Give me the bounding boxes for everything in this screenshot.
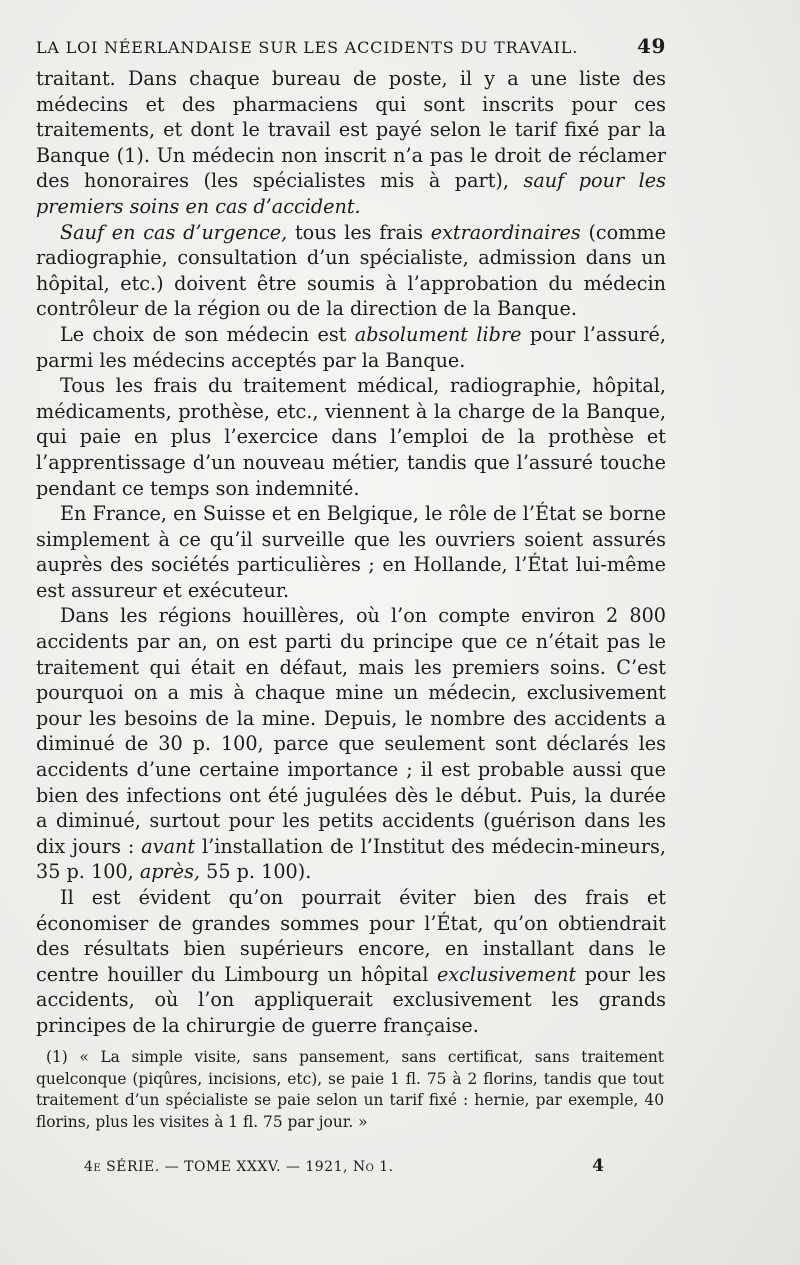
- paragraph: [36, 322, 666, 373]
- text-run: traitant. Dans chaque bureau de poste, il y a une liste des médecins et des pharmaciens qui sont inscrits pour ces traitements, et dont le travail est payé selon le tarif fixé par la Banque (1). Un médecin non inscrit n’a pas le droit de réclamer des honoraires (les spécialistes mis à part),: [36, 67, 666, 193]
- text-run: (comme radiographie, consultation d’un spécialiste, admission dans un hôpital, etc.) doivent être soumis à l’approbation du médecin contrôleur de la région ou de la direction de la Banque.: [36, 220, 666, 321]
- italic-run: sauf pour les premiers soins en cas d’accident.: [36, 169, 666, 218]
- text-run: Le choix de son médecin est: [60, 322, 355, 346]
- body-text: [36, 66, 666, 1039]
- paragraph: [36, 66, 666, 220]
- paragraph: [36, 220, 666, 322]
- text-run: 55 p. 100).: [200, 860, 312, 884]
- signature-line: [84, 1156, 604, 1176]
- text-run: pour l’assuré, parmi les médecins acceptés par la Banque.: [36, 322, 666, 372]
- italic-run: absolument libre: [354, 322, 522, 346]
- running-title: LA LOI NÉERLANDAISE SUR LES ACCIDENTS DU TRAVAIL.: [36, 38, 579, 57]
- italic-run: après,: [139, 860, 201, 884]
- text-run: tous les frais: [287, 220, 431, 244]
- paragraph: En France, en Suisse et en Belgique, le rôle de l’État se borne simplement à ce qu’il surveille que les ouvriers soient assurés auprès des sociétés particulières ; en Hollande, l’État lui-même est assureur et exécuteur.: [36, 502, 666, 602]
- text-run: Il est évident qu’on pourrait éviter bien des frais et économiser de grandes sommes pour l’État, qu’on obtiendrait des résultats bien supérieurs encore, en installant dans le centre houiller du Limbourg un hôpital: [36, 886, 666, 986]
- paragraph: [36, 885, 666, 1039]
- italic-run: exclusivement: [436, 962, 577, 986]
- text-run: Dans les régions houillères, où l’on compte environ 2 800 accidents par an, on est parti du principe que ce n’était pas le traitement qui était en défaut, mais les premiers soins. C’est pourquoi on a mis à chaque mine un médecin, exclusivement pour les besoins de la mine. Depuis, le nombre des accidents a diminué de 30 p. 100, parce que seulement sont déclarés les accidents d’une certaine importance ; il est probable aussi que bien des infections ont été jugulées dès le début. Puis, la durée a diminué, surtout pour les petits accidents (guérison dans les dix jours :: [36, 604, 666, 858]
- italic-run: extraordinaires: [430, 220, 581, 244]
- footnote-text: (1) « La simple visite, sans pansement, sans certificat, sans traitement quelconque (piqûres, incisions, etc), se paie 1 fl. 75 à 2 florins, tandis que tout traitement d’un spécialiste se paie selon un tarif fixé : hernie, par exemple, 40 florins, plus les visites à 1 fl. 75 par jour. »: [36, 1048, 664, 1131]
- footnote: [36, 1047, 664, 1133]
- text-run: pour les accidents, où l’on appliquerait exclusivement les grands principes de la chirurgie de guerre française.: [36, 962, 666, 1037]
- series-volume: 4e SÉRIE. — TOME XXXV. — 1921, No 1.: [84, 1159, 394, 1175]
- signature-number: 4: [592, 1156, 604, 1176]
- page-number: 49: [636, 34, 666, 58]
- italic-run: avant: [141, 834, 196, 858]
- running-header: [36, 34, 666, 58]
- text-run: l’installation de l’Institut des médecin-mineurs, 35 p. 100,: [36, 834, 666, 884]
- paragraph: [36, 603, 666, 885]
- paragraph: Tous les frais du traitement médical, radiographie, hôpital, médicaments, prothèse, etc., viennent à la charge de la Banque, qui paie en plus l’exercice dans l’emploi de la prothèse et l’apprentissage d’un nouveau métier, tandis que l’assuré touche pendant ce temps son indemnité.: [36, 374, 666, 500]
- italic-run: Sauf en cas d’urgence,: [60, 220, 288, 244]
